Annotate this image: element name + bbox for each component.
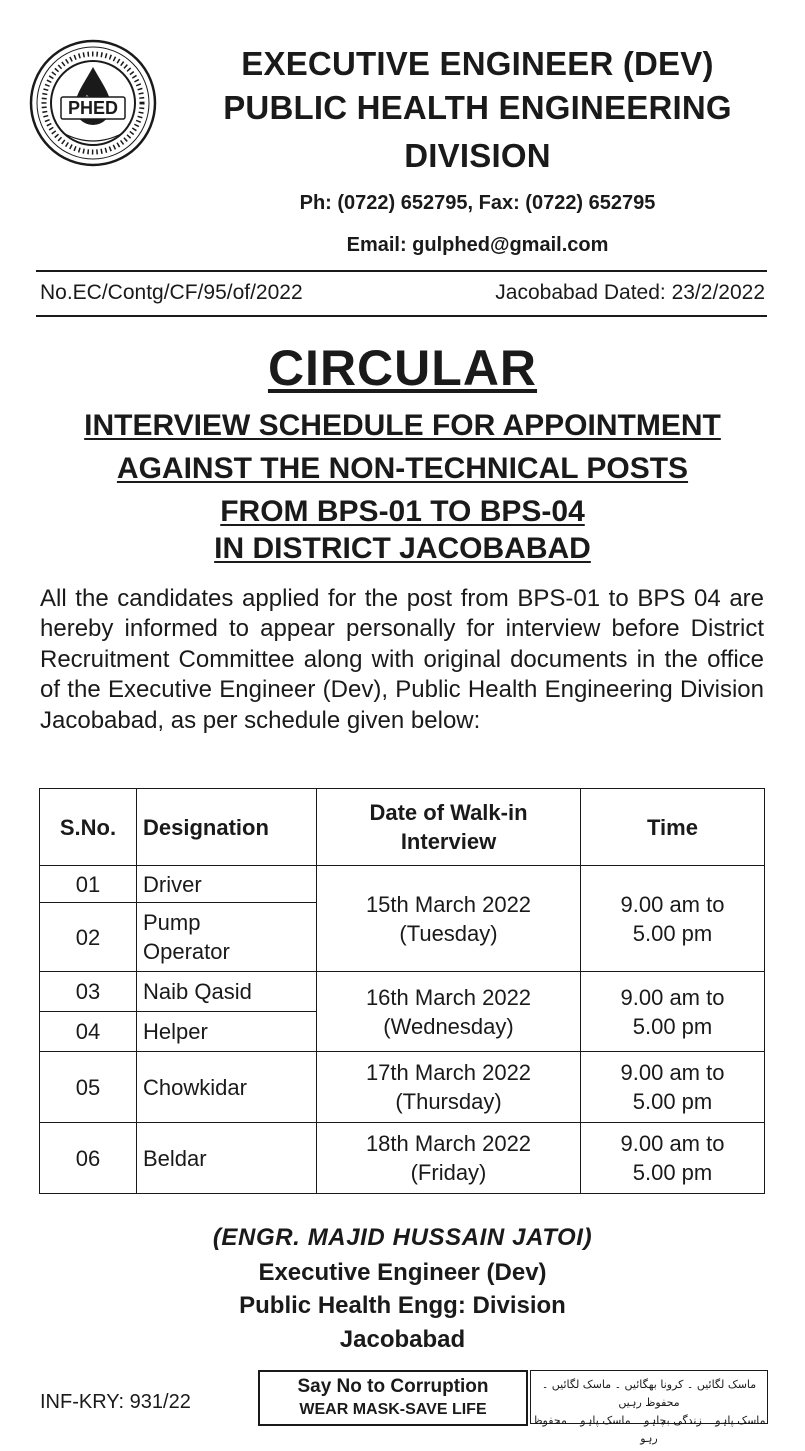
signatory-location: Jacobabad — [339, 1326, 466, 1353]
table-row — [40, 1123, 765, 1194]
cell-designation: Helper — [137, 1012, 317, 1052]
cell-designation: Beldar — [137, 1123, 317, 1194]
office-title-line1: EXECUTIVE ENGINEER (DEV) — [241, 45, 714, 82]
inf-number: INF-KRY: 931/22 — [40, 1391, 191, 1413]
header-date-line1: Date of Walk-in — [369, 800, 528, 825]
time-start: 9.00 am to — [620, 1060, 725, 1085]
time-end: 5.00 pm — [632, 1089, 713, 1114]
cell-time — [581, 1052, 765, 1123]
cell-sno: 02 — [40, 903, 137, 972]
reference-number: No.EC/Contg/CF/95/of/2022 — [40, 281, 303, 304]
top-divider — [36, 270, 767, 272]
time-start: 9.00 am to — [620, 891, 725, 917]
day-text: (Tuesday) — [399, 920, 498, 946]
phone-fax: Ph: (0722) 652795, Fax: (0722) 652795 — [299, 192, 656, 214]
urdu-slogan-line2: ماسک پاہو ۔ زندگی بچاہو ۔ ماسک پاہو ۔ محفوظ رہو — [532, 1414, 766, 1445]
cell-date — [317, 866, 581, 972]
day-text: (Thursday) — [395, 1089, 502, 1114]
slogan-mask: WEAR MASK-SAVE LIFE — [299, 1401, 487, 1418]
office-title-line2: PUBLIC HEALTH ENGINEERING — [223, 89, 732, 126]
issue-date: Jacobabad Dated: 23/2/2022 — [495, 281, 765, 304]
time-start: 9.00 am to — [620, 984, 725, 1010]
time-end: 5.00 pm — [632, 1160, 713, 1185]
cell-date — [317, 972, 581, 1052]
subtitle-line3: FROM BPS-01 TO BPS-04 — [220, 495, 585, 528]
urdu-slogan-box — [530, 1370, 768, 1445]
circular-title: CIRCULAR — [267, 340, 538, 396]
date-text: 15th March 2022 — [365, 891, 532, 917]
day-text: (Friday) — [410, 1160, 487, 1185]
cell-sno: 05 — [40, 1052, 137, 1123]
office-title-line3: DIVISION — [404, 137, 551, 174]
email: Email: gulphed@gmail.com — [346, 234, 609, 256]
slogan-corruption: Say No to Corruption — [297, 1376, 489, 1397]
header-sno: S.No. — [40, 789, 137, 866]
phed-logo — [27, 37, 159, 169]
time-start: 9.00 am to — [620, 1131, 725, 1156]
bottom-divider — [36, 315, 767, 317]
slogan-box — [258, 1370, 528, 1426]
subtitle-line1: INTERVIEW SCHEDULE FOR APPOINTMENT — [84, 409, 721, 442]
cell-designation: Driver — [137, 866, 317, 903]
cell-date — [317, 1123, 581, 1194]
notice-body: All the candidates applied for the post from BPS-01 to BPS 04 are hereby informed to appear personally for interview before District Recruitment Committee along with original documents in the office of the Executive Engineer (Dev), Public Health Engineering Division Jacobabad, as per schedule given below: — [40, 585, 764, 734]
time-end: 5.00 pm — [632, 1013, 713, 1039]
cell-sno: 06 — [40, 1123, 137, 1194]
cell-sno: 01 — [40, 866, 137, 903]
date-text: 18th March 2022 — [365, 1131, 532, 1156]
header-date-line2: Interview — [400, 829, 497, 854]
svg-text:PHED: PHED — [67, 98, 119, 118]
header-designation: Designation — [137, 789, 317, 866]
designation-line1: Pump — [143, 910, 201, 935]
cell-designation: Naib Qasid — [137, 972, 317, 1012]
designation-line2: Operator — [143, 939, 230, 964]
cell-sno: 03 — [40, 972, 137, 1012]
date-text: 16th March 2022 — [365, 984, 532, 1010]
table-row — [40, 972, 765, 1012]
subtitle-line4: IN DISTRICT JACOBABAD — [214, 532, 591, 565]
signatory-designation: Executive Engineer (Dev) — [258, 1259, 547, 1286]
interview-schedule-table — [39, 788, 765, 1194]
cell-time — [581, 866, 765, 972]
table-row — [40, 866, 765, 903]
table-header-row — [40, 789, 765, 866]
cell-designation — [137, 903, 317, 972]
header-date — [317, 789, 581, 866]
subtitle-line2: AGAINST THE NON-TECHNICAL POSTS — [116, 452, 689, 485]
day-text: (Wednesday) — [383, 1013, 514, 1039]
cell-designation: Chowkidar — [137, 1052, 317, 1123]
date-text: 17th March 2022 — [365, 1060, 532, 1085]
signatory-division: Public Health Engg: Division — [239, 1292, 566, 1319]
cell-sno: 04 — [40, 1012, 137, 1052]
table-row — [40, 1052, 765, 1123]
cell-date — [317, 1052, 581, 1123]
urdu-slogan-line1: ماسک لگائیں ۔ کرونا بھگائیں ۔ ماسک لگائیں ۔ محفوظ رہیں — [541, 1378, 757, 1409]
cell-time — [581, 972, 765, 1052]
time-end: 5.00 pm — [632, 920, 713, 946]
header-time: Time — [581, 789, 765, 866]
cell-time — [581, 1123, 765, 1194]
signatory-name: (ENGR. MAJID HUSSAIN JATOI) — [212, 1224, 593, 1251]
